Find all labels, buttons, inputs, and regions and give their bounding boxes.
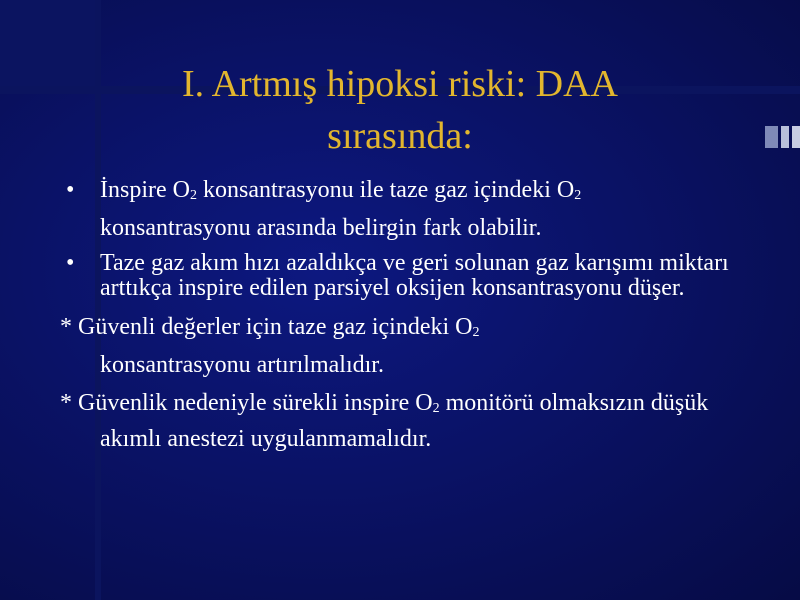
slide-title bbox=[100, 58, 700, 162]
deco-square bbox=[765, 126, 778, 148]
item-text: konsantrasyonu ile taze gaz içindeki O bbox=[196, 177, 575, 203]
title-line-1: I. Artmış hipoksi riski: DAA bbox=[182, 63, 618, 105]
decorative-squares bbox=[765, 126, 800, 148]
item-text: İnspire O bbox=[100, 177, 190, 203]
list-item bbox=[60, 174, 760, 245]
deco-square bbox=[781, 126, 789, 148]
subscript: 2 bbox=[472, 325, 480, 340]
item-text: konsantrasyonu artırılmalıdır. bbox=[100, 352, 384, 378]
item-text: Taze gaz akım hızı azaldıkça ve geri solunan gaz karışımı miktarı arttıkça inspire edilen parsiyel oksijen konsantrasyonu düşer. bbox=[100, 250, 729, 301]
item-text: * Güvenlik nedeniyle sürekli inspire O bbox=[60, 390, 433, 416]
corner-decoration bbox=[0, 0, 95, 86]
bullet-icon: • bbox=[66, 250, 75, 276]
subscript: 2 bbox=[189, 188, 197, 203]
list-item bbox=[60, 251, 760, 301]
bullet-icon: • bbox=[66, 177, 75, 203]
list-item bbox=[60, 388, 760, 455]
item-text: konsantrasyonu arasında belirgin fark olabilir. bbox=[100, 215, 542, 241]
item-text: * Güvenli değerler için taze gaz içindeki O bbox=[60, 314, 473, 340]
title-line-2: sırasında: bbox=[327, 115, 473, 157]
subscript: 2 bbox=[432, 401, 440, 416]
item-text: monitörü olmaksızın düşük akımlı anestezi uygulanmamalıdır. bbox=[100, 390, 709, 452]
deco-square bbox=[792, 126, 800, 148]
slide-body bbox=[60, 174, 760, 465]
subscript: 2 bbox=[574, 188, 582, 203]
list-item bbox=[60, 311, 760, 382]
